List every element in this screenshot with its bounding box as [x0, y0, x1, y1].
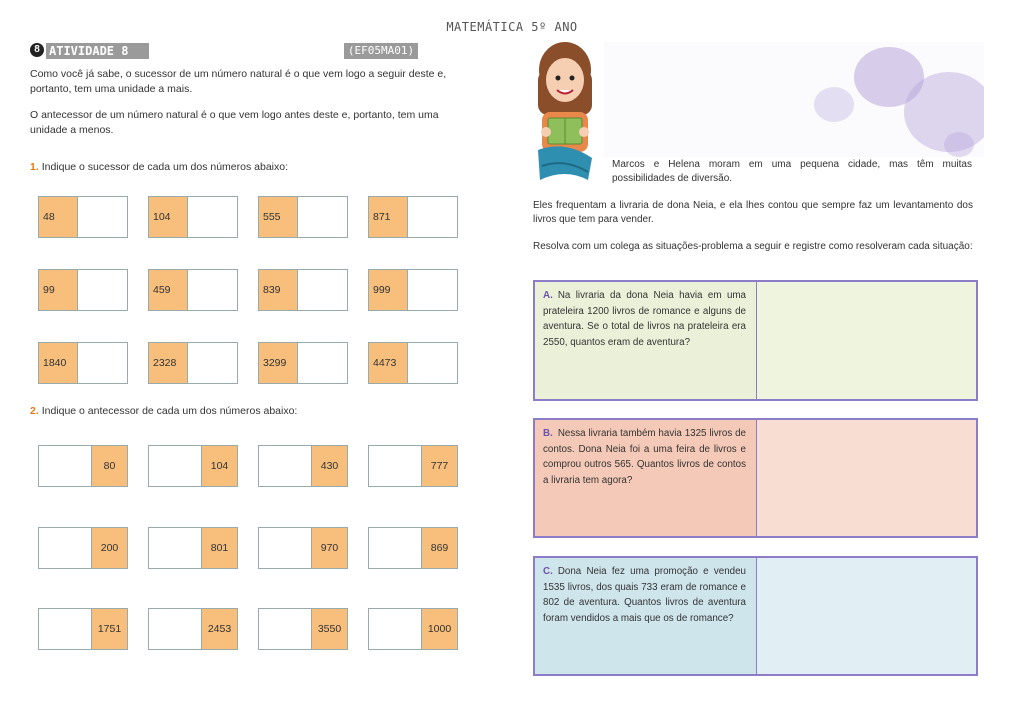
- given-number: 970: [312, 528, 347, 568]
- given-number: 777: [422, 446, 457, 486]
- predecessor-answer-box[interactable]: [369, 609, 422, 649]
- page-header-title: MATEMÁTICA 5º ANO: [446, 20, 578, 34]
- predecessor-intro-text: O antecessor de um número natural é o que vem logo antes deste e, portanto, tem uma unidade a menos.: [30, 109, 439, 136]
- predecessor-answer-box[interactable]: [39, 446, 92, 486]
- successor-answer-box[interactable]: [407, 197, 457, 237]
- predecessor-answer-box[interactable]: [259, 446, 312, 486]
- girl-reading-icon: [528, 40, 602, 185]
- problem-a-box: [533, 280, 978, 401]
- predecessor-answer-box[interactable]: [149, 609, 202, 649]
- given-number: 1840: [39, 343, 77, 383]
- given-number: 200: [92, 528, 127, 568]
- predecessor-answer-box[interactable]: [259, 528, 312, 568]
- given-number: 4473: [369, 343, 407, 383]
- given-number: 839: [259, 270, 297, 310]
- successor-pair: [258, 342, 348, 384]
- given-number: 999: [369, 270, 407, 310]
- given-number: 3299: [259, 343, 297, 383]
- predecessor-pair: [368, 608, 458, 650]
- successor-answer-box[interactable]: [77, 197, 127, 237]
- story-paragraph-2: Resolva com um colega as situações-problema a seguir e registre como resolveram cada situação:: [533, 241, 973, 252]
- predecessor-answer-box[interactable]: [369, 528, 422, 568]
- predecessor-pair: [258, 445, 348, 487]
- purple-splash-icon: [944, 132, 974, 157]
- predecessor-pair: [148, 608, 238, 650]
- problem-a-text-cell: [535, 282, 757, 399]
- question-1-number: 1.: [30, 161, 39, 173]
- successor-pair: [38, 342, 128, 384]
- given-number: 459: [149, 270, 187, 310]
- given-number: 80: [92, 446, 127, 486]
- predecessor-pair: [38, 527, 128, 569]
- problem-a-answer-area[interactable]: [757, 282, 976, 399]
- successor-pair: [38, 196, 128, 238]
- predecessor-answer-box[interactable]: [39, 528, 92, 568]
- problem-c-box: [533, 556, 978, 676]
- given-number: 104: [202, 446, 237, 486]
- question-2-text: Indique o antecessor de cada um dos números abaixo:: [41, 405, 298, 417]
- story-intro: Marcos e Helena moram em uma pequena cidade, mas têm muitas possibilidades de diversão.: [612, 159, 972, 184]
- problem-a-letter: A.: [543, 290, 553, 301]
- successor-pair: [368, 342, 458, 384]
- predecessor-pair: [38, 445, 128, 487]
- problem-b-answer-area[interactable]: [757, 420, 976, 536]
- given-number: 3550: [312, 609, 347, 649]
- given-number: 871: [369, 197, 407, 237]
- given-number: 2328: [149, 343, 187, 383]
- successor-answer-box[interactable]: [407, 343, 457, 383]
- question-2-title: [30, 405, 297, 417]
- successor-answer-box[interactable]: [187, 197, 237, 237]
- story-paragraph-1: Eles frequentam a livraria de dona Neia, e ela lhes contou que sempre faz um levantamento dos livros que tem para vender.: [533, 200, 973, 225]
- question-1-title: [30, 161, 288, 173]
- predecessor-pair: [258, 527, 348, 569]
- given-number: 1751: [92, 609, 127, 649]
- problem-c-letter: C.: [543, 566, 553, 577]
- successor-answer-box[interactable]: [297, 343, 347, 383]
- problem-a-text: Na livraria da dona Neia havia em uma prateleira 1200 livros de romance e alguns de aventura. Se o total de livros na prateleira era 2550, quantos eram de aventura?: [543, 290, 746, 348]
- successor-pair: [148, 342, 238, 384]
- problem-b-text: Nessa livraria também havia 1325 livros de contos. Dona Neia foi a uma feira de livros e comprou outros 565. Quantos livros de contos a livraria tem agora?: [543, 428, 746, 486]
- successor-answer-box[interactable]: [187, 343, 237, 383]
- successor-answer-box[interactable]: [77, 343, 127, 383]
- given-number: 869: [422, 528, 457, 568]
- predecessor-pair: [148, 527, 238, 569]
- problem-c-text: Dona Neia fez uma promoção e vendeu 1535 livros, dos quais 733 eram de romance e 802 de aventura. Quantos livros de aventura foram vendidos a mais que os de romance?: [543, 566, 746, 624]
- given-number: 99: [39, 270, 77, 310]
- given-number: 430: [312, 446, 347, 486]
- successor-pair: [148, 196, 238, 238]
- activity-number-badge: 8: [30, 43, 44, 57]
- successor-pair: [368, 269, 458, 311]
- question-1-text: Indique o sucessor de cada um dos números abaixo:: [41, 161, 289, 173]
- successor-answer-box[interactable]: [187, 270, 237, 310]
- activity-title: ATIVIDADE 8: [46, 43, 149, 59]
- given-number: 104: [149, 197, 187, 237]
- predecessor-answer-box[interactable]: [149, 528, 202, 568]
- given-number: 2453: [202, 609, 237, 649]
- problem-b-text-cell: [535, 420, 757, 536]
- activity-code: (EF05MA01): [344, 43, 418, 59]
- successor-intro-text: Como você já sabe, o sucessor de um número natural é o que vem logo a seguir deste e, portanto, tem uma unidade a mais.: [30, 68, 447, 95]
- predecessor-answer-box[interactable]: [149, 446, 202, 486]
- given-number: 48: [39, 197, 77, 237]
- predecessor-pair: [368, 445, 458, 487]
- predecessor-pair: [148, 445, 238, 487]
- predecessor-pair: [368, 527, 458, 569]
- predecessor-pair: [38, 608, 128, 650]
- successor-answer-box[interactable]: [297, 197, 347, 237]
- purple-splash-icon: [814, 87, 854, 122]
- given-number: 801: [202, 528, 237, 568]
- successor-answer-box[interactable]: [407, 270, 457, 310]
- given-number: 555: [259, 197, 297, 237]
- successor-pair: [368, 196, 458, 238]
- problem-c-answer-area[interactable]: [757, 558, 976, 674]
- predecessor-pair: [258, 608, 348, 650]
- successor-pair: [258, 269, 348, 311]
- predecessor-answer-box[interactable]: [259, 609, 312, 649]
- successor-pair: [38, 269, 128, 311]
- successor-pair: [148, 269, 238, 311]
- problem-b-letter: B.: [543, 428, 553, 439]
- given-number: 1000: [422, 609, 457, 649]
- watercolor-banner: [604, 42, 984, 157]
- successor-pair: [258, 196, 348, 238]
- successor-answer-box[interactable]: [77, 270, 127, 310]
- question-2-number: 2.: [30, 405, 39, 417]
- predecessor-answer-box[interactable]: [39, 609, 92, 649]
- problem-c-text-cell: [535, 558, 757, 674]
- successor-answer-box[interactable]: [297, 270, 347, 310]
- problem-b-box: [533, 418, 978, 538]
- predecessor-answer-box[interactable]: [369, 446, 422, 486]
